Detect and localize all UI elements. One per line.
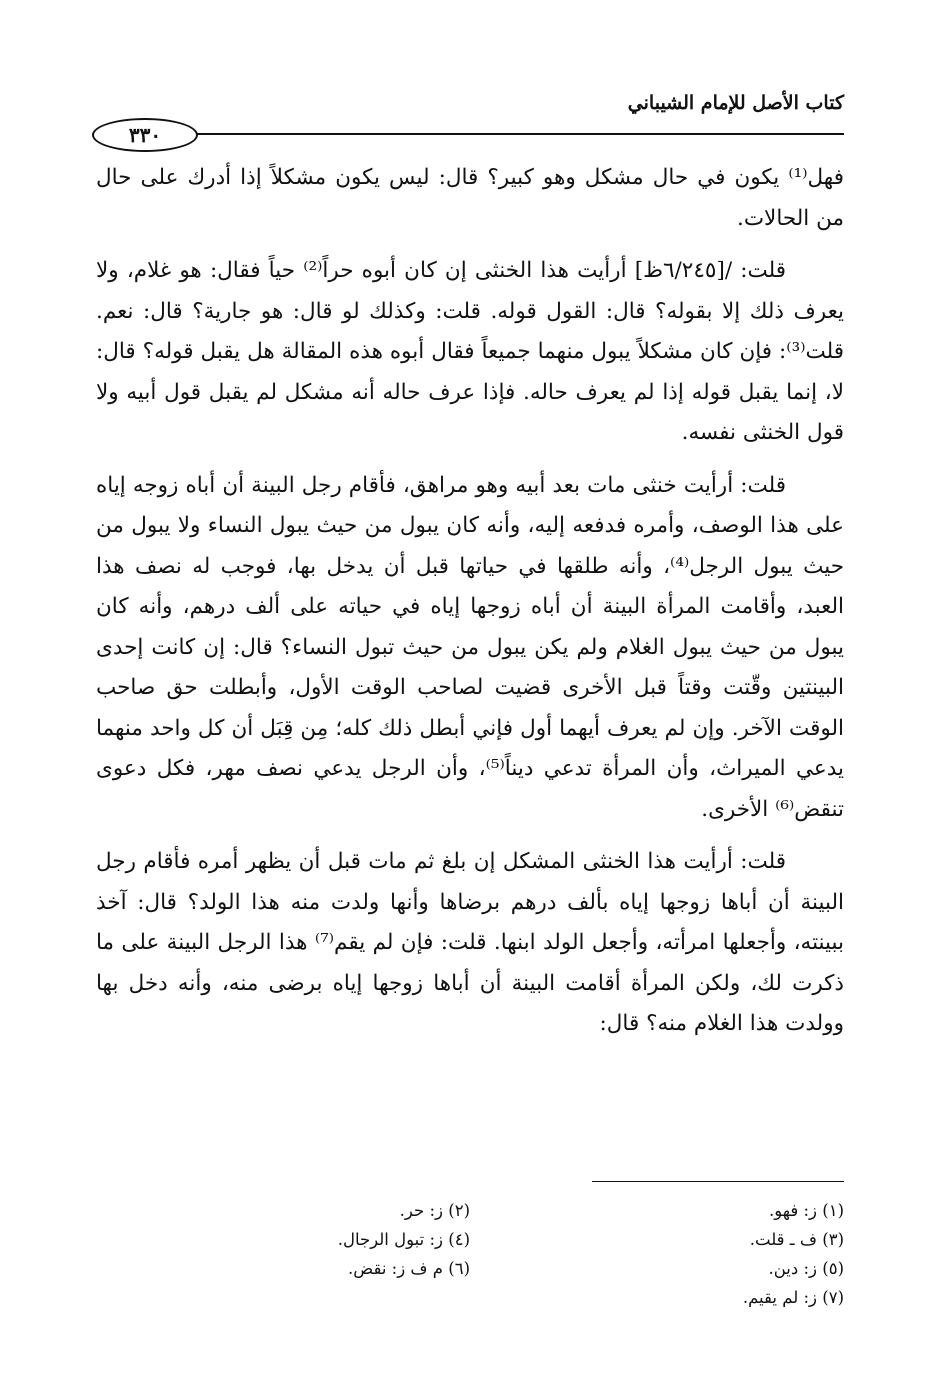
footnote-6: (٦) م ف ز: نقض. — [348, 1259, 470, 1278]
footnote-row — [96, 1196, 844, 1225]
main-text — [96, 158, 844, 1057]
footnote-2: (٢) ز: حر. — [399, 1201, 470, 1220]
footnote-4: (٤) ز: تبول الرجال. — [337, 1230, 470, 1249]
footnote-1: (١) ز: فهو. — [768, 1201, 844, 1220]
footnote-row — [96, 1283, 844, 1312]
footnote-7: (٧) ز: لم يقيم. — [742, 1288, 844, 1307]
paragraph-4: قلت: أرأيت هذا الخنثى المشكل إن بلغ ثم مات قبل أن يظهر أمره فأقام رجل البينة أن أباها زوجها إياه بألف درهم برضاها وأنها ولدت منه هذا الولد؟ قال: آخذ ببينته، وأجعلها امرأته، وأجعل الولد ابنها. قلت: فإن لم يقم⁽⁷⁾ هذا الرجل البينة على ما ذكرت لك، ولكن المرأة أقامت البينة أن أباها زوجها إياه برضى منه، وأنه دخل بها وولدت هذا الغلام منه؟ قال: — [96, 849, 844, 1036]
header-rule — [140, 133, 844, 135]
paragraph-3: قلت: أرأيت خنثى مات بعد أبيه وهو مراهق، فأقام رجل البينة أن أباه زوجه إياه على هذا الوصف، وأمره فدفعه إليه، وأنه كان يبول من حيث يبول النساء ولا يبول من حيث يبول الرجل⁽⁴⁾، وأنه طلقها في حياتها قبل أن يدخل بها، فوجب له نصف هذا العبد، وأقامت المرأة البينة أن أباه زوجها إياه في حياته على ألف درهم، وأنه كان يبول من حيث يبول الغلام ولم يكن يبول من حيث تبول النساء؟ قال: إن كانت إحدى البينتين وقّتت وقتاً قبل الأخرى قضيت لصاحب الوقت الأول، وأبطلت حق صاحب الوقت الآخر. وإن لم يعرف أيهما أول فإني أبطل ذلك كله؛ مِن قِبَل أن كل واحد منهما يدعي الميراث، وأن المرأة تدعي ديناً⁽⁵⁾، وأن الرجل يدعي نصف مهر، فكل دعوى تنقض⁽⁶⁾ الأخرى. — [96, 472, 844, 822]
footnote-row — [96, 1254, 844, 1283]
footnote-3: (٣) ف ـ قلت. — [749, 1230, 844, 1249]
running-header-title: كتاب الأصل للإمام الشيباني — [627, 92, 844, 114]
page-number: ٣٣٠ — [128, 123, 162, 147]
footnote-row — [96, 1225, 844, 1254]
footnote-5: (٥) ز: دين. — [768, 1259, 844, 1278]
footnote-rule — [592, 1181, 844, 1182]
paragraph-1: فهل⁽¹⁾ يكون في حال مشكل وهو كبير؟ قال: ليس يكون مشكلاً إذا أدرك على حال من الحالات. — [96, 165, 844, 231]
paragraph-2: قلت: /[٦/٢٤٥ظ] أرأيت هذا الخنثى إن كان أبوه حراً⁽²⁾ حياً فقال: هو غلام، ولا يعرف ذلك إلا بقوله؟ قال: القول قوله. قلت: وكذلك لو قال: هو جارية؟ قال: نعم. قلت⁽³⁾: فإن كان مشكلاً يبول منهما جميعاً فقال أبوه هذه المقالة هل يقبل قوله؟ قال: لا، إنما يقبل قوله إذا لم يعرف حاله. فإذا عرف حاله أنه مشكل لم يقبل قول أبيه ولا قول الخنثى نفسه. — [96, 258, 844, 445]
footnotes — [96, 1196, 844, 1312]
page-number-badge — [92, 118, 198, 152]
